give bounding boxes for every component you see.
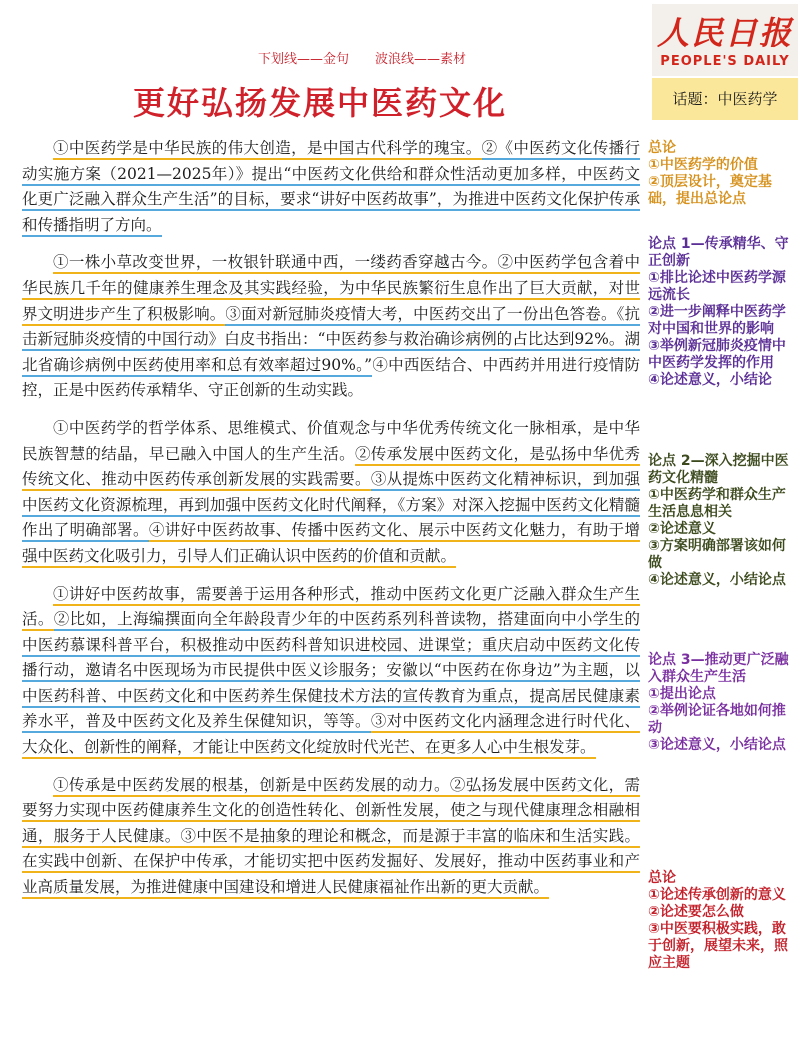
note-line: ④论述意义，小结论 — [648, 372, 772, 388]
sentence: ②《中医药文化传播行动实施方案（2021—2025年）》提出“中医药文化供给和群众性活动更加多样，中医药文化更广泛融入群众生产生活”的目标，要求“讲好中医药故事”，为推进中医药文化保护传承和传播指明了方向。 — [22, 139, 640, 237]
paragraph-1 — [22, 136, 640, 238]
note-line: 总论 — [648, 870, 676, 886]
sentence: ③对中医药文化内涵理念进行时代化、大众化、创新性的阐释，才能让中医药文化绽放时代光芒、在更多人心中生根发芽。 — [22, 712, 640, 759]
note-line: ③论述意义，小结论点 — [648, 737, 786, 753]
sentence: ③中医不是抽象的理论和概念，而是源于丰富的临床和生活实践。在实践中创新、在保护中传承，才能切实把中医药发掘好、发展好，推动中医药事业和产业高质量发展，为推进健康中国建设和增进人民健康福祉作出新的更大贡献。 — [22, 827, 640, 899]
paragraph-5 — [22, 773, 640, 901]
note-line: ③举例新冠肺炎疫情中中医药学发挥的作用 — [648, 338, 786, 371]
sentence: ①中医药学是中华民族的伟大创造，是中国古代科学的瑰宝。 — [53, 139, 482, 160]
sentence: ④中西医结合、中西药并用进行疫情防控，正是中医药传承精华、守正创新的生动实践。 — [22, 355, 640, 400]
sentence: ②中医药学包含着中华民族几千年的健康养生理念及其实践经验，为中华民族繁衍生息作出了巨大贡献，对世界文明进步产生了积极影响。 — [22, 253, 640, 325]
newspaper-logo-en: PEOPLE'S DAILY — [660, 54, 790, 69]
note-line: ③方案明确部署该如何做 — [648, 538, 786, 571]
paragraph-3 — [22, 416, 640, 570]
margin-note — [648, 453, 798, 589]
note-line: ①排比论述中医药学源远流长 — [648, 270, 786, 303]
note-line: ②顶层设计，奠定基础，提出总论点 — [648, 174, 772, 207]
sentence: ①一株小草改变世界，一枚银针联通中西，一缕药香穿越古今。 — [53, 253, 497, 274]
paragraph-4 — [22, 582, 640, 761]
paragraph-2 — [22, 250, 640, 404]
margin-note — [648, 140, 798, 208]
note-line: ②论述意义 — [648, 521, 716, 537]
note-line: ①提出论点 — [648, 686, 716, 702]
note-line: 论点 1—传承精华、守正创新 — [648, 236, 789, 269]
margin-note — [648, 236, 798, 389]
note-line: ①中医药学的价值 — [648, 157, 758, 173]
legend — [258, 48, 466, 67]
note-line: 论点 3—推动更广泛融入群众生产生活 — [648, 652, 789, 685]
margin-note — [648, 652, 798, 754]
newspaper-logo: 人民日报 — [656, 14, 793, 52]
sentence: ②传承发展中医药文化，是弘扬中华优秀传统文化、推动中医药传承创新发展的实践需要。 — [22, 445, 640, 492]
sentence: ②比如，上海编撰面向全年龄段青少年的中医药系列科普读物，搭建面向中小学生的中医药慕课科普平台，积极推动中医药科普知识进校园、进课堂；重庆启动中医药文化传播行动，邀请名中医现场为市民提供中医义诊服务；安徽以“中医药在你身边”为主题，以中医药科普、中医药文化和中医药养生保健技术方法的宣传教育为重点，提高居民健康素养水平，普及中医药文化及养生保健知识，等等。 — [22, 610, 640, 733]
topic-badge: 话题：中医药学 — [652, 78, 798, 120]
note-line: ②进一步阐释中医药学对中国和世界的影响 — [648, 304, 786, 337]
sentence: ③面对新冠肺炎疫情大考，中医药交出了一份出色答卷。《抗击新冠肺炎疫情的中国行动》白皮书指出：“中医药参与救治确诊病例的占比达到92%。湖北省确诊病例中医药使用率和总有效率超过90%。” — [22, 305, 640, 377]
sentence: ①传承是中医药发展的根基，创新是中医药发展的动力。 — [53, 776, 450, 797]
sentence: ④讲好中医药故事、传播中医药文化、展示中医药文化魅力，有助于增强中医药文化吸引力，引导人们正确认识中医药的价值和贡献。 — [22, 521, 640, 568]
legend-underline: 下划线——金句 — [258, 52, 350, 67]
sentence: ③从提炼中医药文化精神标识，到加强中医药文化资源梳理，再到加强中医药文化时代阐释，《方案》对深入挖掘中医药文化精髓作出了明确部署。 — [22, 470, 640, 542]
note-line: ③中医要积极实践，敢于创新，展望未来，照应主题 — [648, 921, 788, 971]
note-line: 总论 — [648, 140, 676, 156]
margin-note — [648, 870, 798, 972]
note-line: ④论述意义，小结论点 — [648, 572, 786, 588]
note-line: 论点 2—深入挖掘中医药文化精髓 — [648, 453, 789, 486]
note-line: ①论述传承创新的意义 — [648, 887, 786, 903]
sentence: ②弘扬发展中医药文化，需要努力实现中医药健康养生文化的创造性转化、创新性发展，使之与现代健康理念相融相通，服务于人民健康。 — [22, 776, 640, 848]
masthead — [652, 4, 798, 76]
article-body — [22, 136, 640, 901]
note-line: ②论述要怎么做 — [648, 904, 744, 920]
sentence: ①中医药学的哲学体系、思维模式、价值观念与中华优秀传统文化一脉相承，是中华民族智慧的结晶，早已融入中国人的生产生活。 — [22, 418, 640, 463]
sentence: ①讲好中医药故事，需要善于运用各种形式，推动中医药文化更广泛融入群众生产生活。 — [22, 585, 640, 632]
note-line: ①中医药学和群众生产生活息息相关 — [648, 487, 786, 520]
legend-wavy: 波浪线——素材 — [375, 52, 467, 67]
article-title: 更好弘扬发展中医药文化 — [132, 84, 507, 122]
note-line: ②举例论证各地如何推动 — [648, 703, 786, 736]
